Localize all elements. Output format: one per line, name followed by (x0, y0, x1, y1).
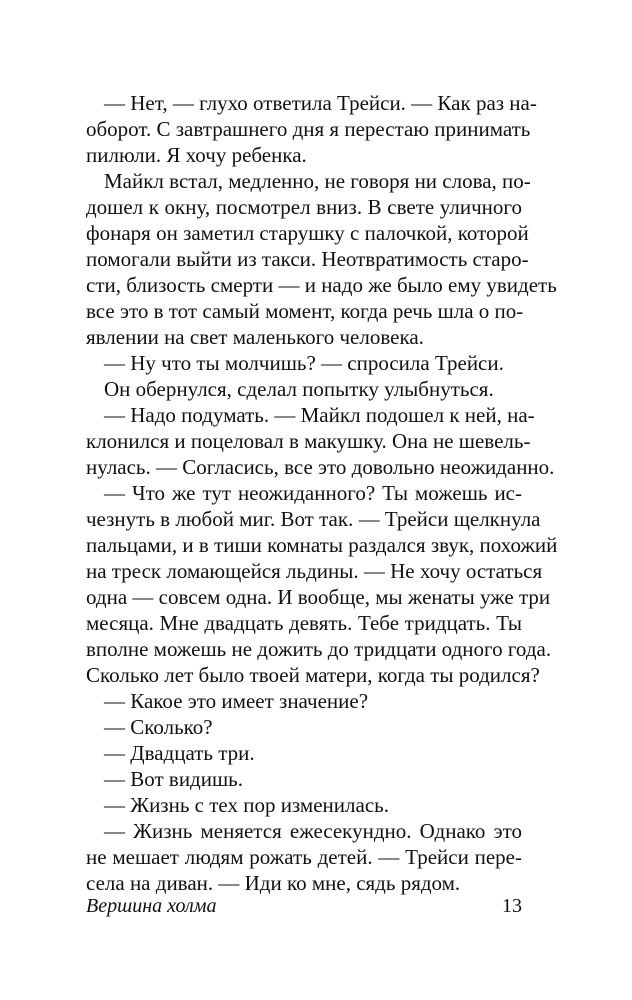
text-line: месяца. Мне двадцать девять. Тебе тридцать. Ты (86, 611, 522, 635)
text-line: помогали выйти из такси. Неотвратимость старо- (86, 247, 529, 271)
text-line: Он обернулся, сделал попытку улыбнуться. (104, 377, 494, 401)
text-line: не мешает людям рожать детей. — Трейси пере- (86, 845, 522, 869)
text-line: — Жизнь меняется ежесекундно. Однако это (104, 819, 522, 843)
text-line: пальцами, и в тиши комнаты раздался звук, похожий (86, 533, 558, 557)
text-line: одна — совсем одна. И вообще, мы женаты уже три (86, 585, 551, 609)
text-line: на треск ломающейся льдины. — Не хочу остаться (86, 559, 543, 583)
running-title: Вершина холма (86, 895, 217, 917)
text-line: Сколько лет было твоей матери, когда ты родился? (86, 663, 540, 687)
text-line: Майкл встал, медленно, не говоря ни слова, по- (104, 169, 531, 193)
text-line: — Жизнь с тех пор изменилась. (104, 793, 389, 817)
text-line: села на диван. — Иди ко мне, сядь рядом. (86, 871, 461, 895)
page-footer (86, 893, 522, 919)
text-line: оборот. С завтрашнего дня я перестаю принимать (86, 117, 531, 141)
text-line: пилюли. Я хочу ребенка. (86, 143, 307, 167)
text-line: — Надо подумать. — Майкл подошел к ней, на- (104, 403, 535, 427)
text-line: все это в тот самый момент, когда речь шла о по- (86, 299, 524, 323)
text-line: дошел к окну, посмотрел вниз. В свете уличного (86, 195, 522, 219)
text-line: — Сколько? (104, 715, 213, 739)
text-line: — Ну что ты молчишь? — спросила Трейси. (104, 351, 504, 375)
text-line: — Двадцать три. (104, 741, 255, 765)
text-line: явлении на свет маленького человека. (86, 325, 424, 349)
text-line: нулась. — Согласись, все это довольно неожиданно. (86, 455, 555, 479)
page-number: 13 (502, 895, 522, 917)
text-line: вполне можешь не дожить до тридцати одного года. (86, 637, 552, 661)
text-line: — Какое это имеет значение? (104, 689, 369, 713)
text-line: — Нет, — глухо ответила Трейси. — Как раз на- (104, 91, 537, 115)
text-line: сти, близость смерти — и надо же было ему увидеть (86, 273, 557, 297)
text-line: клонился и поцеловал в макушку. Она не шевель- (86, 429, 531, 453)
book-page-body (86, 90, 558, 896)
text-line: — Что же тут неожиданного? Ты можешь ис- (104, 481, 522, 505)
text-line: чезнуть в любой миг. Вот так. — Трейси щелкнула (86, 507, 541, 531)
text-line: фонаря он заметил старушку с палочкой, которой (86, 221, 529, 245)
text-line: — Вот видишь. (104, 767, 243, 791)
